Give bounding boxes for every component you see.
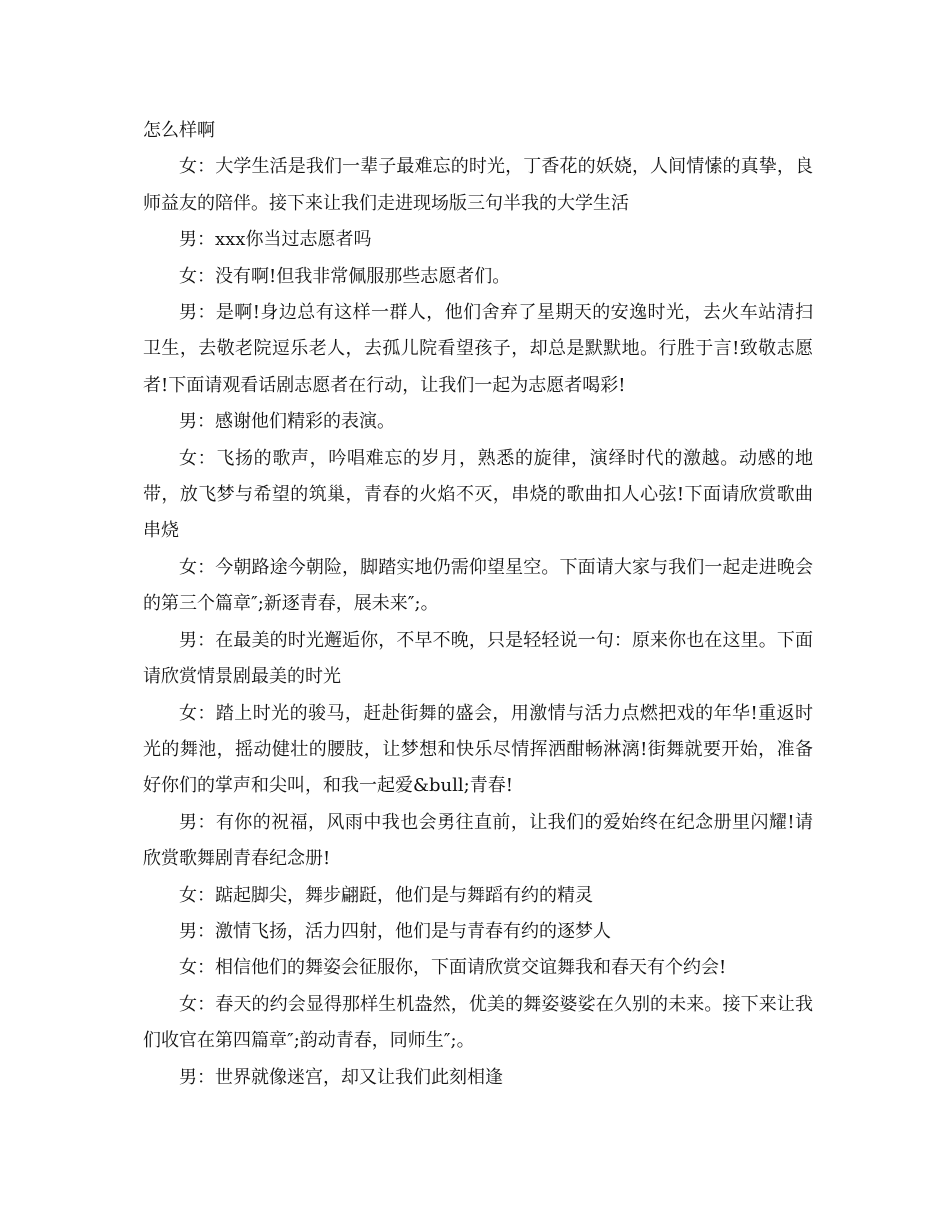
paragraph-14: 女：相信他们的舞姿会征服你，下面请欣赏交谊舞我和春天有个约会! xyxy=(179,957,727,979)
paragraph-10: 女：踏上时光的骏马，赶赴街舞的盛会，用激情与活力点燃把戏的年华!重返时光的舞池，摇动健壮的腰肢，让梦想和快乐尽情挥洒酣畅淋漓!街舞就要开始，准备好你们的掌声和尖叫，和我一起爱&bull;青春! xyxy=(143,702,813,797)
paragraph-16: 男：世界就像迷宫，却又让我们此刻相逢 xyxy=(179,1066,503,1088)
paragraph-7: 女：飞扬的歌声，吟唱难忘的岁月，熟悉的旋律，演绎时代的激越。动感的地带，放飞梦与希望的筑巢，青春的火焰不灭，串烧的歌曲扣人心弦!下面请欣赏歌曲串烧 xyxy=(143,447,813,542)
document-body xyxy=(143,113,813,1096)
paragraph-12: 女：踮起脚尖，舞步翩跹，他们是与舞蹈有约的精灵 xyxy=(179,884,593,906)
paragraph-1: 怎么样啊 xyxy=(143,120,215,141)
paragraph-15: 女：春天的约会显得那样生机盎然，优美的舞姿婆娑在久别的未来。接下来让我们收官在第四篇章″;韵动青春，同师生″;。 xyxy=(143,993,813,1052)
paragraph-3: 男：xxx你当过志愿者吗 xyxy=(179,229,372,251)
paragraph-11: 男：有你的祝福，风雨中我也会勇往直前，让我们的爱始终在纪念册里闪耀!请欣赏歌舞剧青春纪念册! xyxy=(143,811,813,870)
paragraph-13: 男：激情飞扬，活力四射，他们是与青春有约的逐梦人 xyxy=(179,920,611,942)
paragraph-6: 男：感谢他们精彩的表演。 xyxy=(179,411,395,433)
paragraph-9: 男：在最美的时光邂逅你，不早不晚，只是轻轻说一句：原来你也在这里。下面请欣赏情景剧最美的时光 xyxy=(143,629,813,688)
paragraph-2: 女：大学生活是我们一辈子最难忘的时光，丁香花的妖娆，人间情愫的真挚，良师益友的陪伴。接下来让我们走进现场版三句半我的大学生活 xyxy=(143,156,813,214)
paragraph-5: 男：是啊!身边总有这样一群人，他们舍弃了星期天的安逸时光，去火车站清扫卫生，去敬老院逗乐老人，去孤儿院看望孩子，却总是默默地。行胜于言!致敬志愿者!下面请观看话剧志愿者在行动，让我们一起为志愿者喝彩! xyxy=(143,302,813,396)
paragraph-8: 女：今朝路途今朝险，脚踏实地仍需仰望星空。下面请大家与我们一起走进晚会的第三个篇章″;新逐青春，展未来″;。 xyxy=(143,556,813,615)
paragraph-4: 女：没有啊!但我非常佩服那些志愿者们。 xyxy=(179,265,511,287)
